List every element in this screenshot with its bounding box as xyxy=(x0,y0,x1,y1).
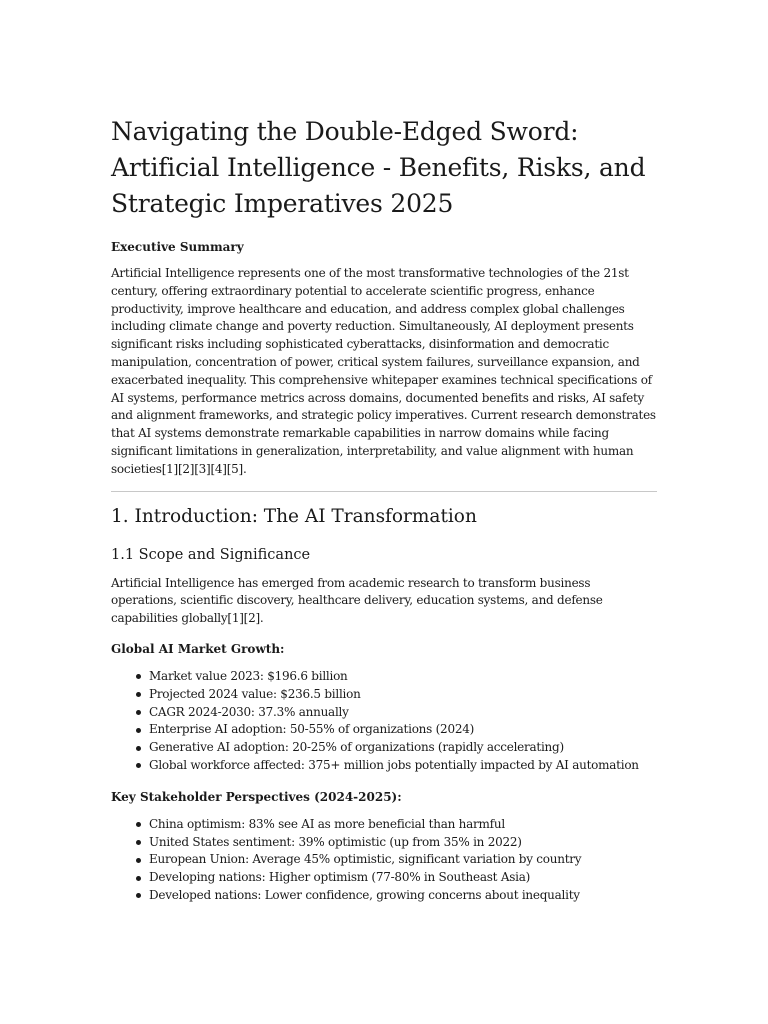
stakeholder-perspectives-list xyxy=(111,816,657,905)
stakeholder-perspectives-heading: Key Stakeholder Perspectives (2024-2025): xyxy=(111,789,402,804)
market-growth-heading: Global AI Market Growth: xyxy=(111,641,285,656)
list-item: China optimism: 83% see AI as more beneficial than harmful xyxy=(149,816,657,834)
list-item: Global workforce affected: 375+ million jobs potentially impacted by AI automation xyxy=(149,757,657,775)
list-item: Developed nations: Lower confidence, growing concerns about inequality xyxy=(149,887,657,905)
list-item: Projected 2024 value: $236.5 billion xyxy=(149,686,657,704)
executive-summary-heading: Executive Summary xyxy=(111,240,244,254)
market-growth-list xyxy=(111,668,657,775)
list-item: United States sentiment: 39% optimistic (up from 35% in 2022) xyxy=(149,834,657,852)
list-item: European Union: Average 45% optimistic, significant variation by country xyxy=(149,851,657,869)
list-item: Enterprise AI adoption: 50-55% of organizations (2024) xyxy=(149,721,657,739)
section-heading-introduction: 1. Introduction: The AI Transformation xyxy=(111,505,477,527)
list-item: Generative AI adoption: 20-25% of organizations (rapidly accelerating) xyxy=(149,739,657,757)
scope-paragraph: Artificial Intelligence has emerged from academic research to transform business operations, scientific discovery, healthcare delivery, education systems, and defense capabilities globally[1][2]. xyxy=(111,575,603,626)
subsection-heading-scope: 1.1 Scope and Significance xyxy=(111,546,311,563)
section-divider xyxy=(111,491,657,492)
document-title: Navigating the Double-Edged Sword: Artificial Intelligence - Benefits, Risks, and Strategic Imperatives 2025 xyxy=(111,117,646,218)
list-item: CAGR 2024-2030: 37.3% annually xyxy=(149,704,657,722)
executive-summary-text: Artificial Intelligence represents one of the most transformative technologies of the 21st century, offering extraordinary potential to accelerate scientific progress, enhance productivity, improve healthcare and education, and address complex global challenges including climate change and poverty reduction. Simultaneously, AI deployment presents significant risks including sophisticated cyberattacks, disinformation and democratic manipulation, concentration of power, critical system failures, surveillance expansion, and exacerbated inequality. This comprehensive whitepaper examines technical specifications of AI systems, performance metrics across domains, documented benefits and risks, AI safety and alignment frameworks, and strategic policy imperatives. Current research demonstrates that AI systems demonstrate remarkable capabilities in narrow domains while facing significant limitations in generalization, interpretability, and value alignment with human societies[1][2][3][4][5]. xyxy=(111,266,656,476)
list-item: Developing nations: Higher optimism (77-80% in Southeast Asia) xyxy=(149,869,657,887)
list-item: Market value 2023: $196.6 billion xyxy=(149,668,657,686)
